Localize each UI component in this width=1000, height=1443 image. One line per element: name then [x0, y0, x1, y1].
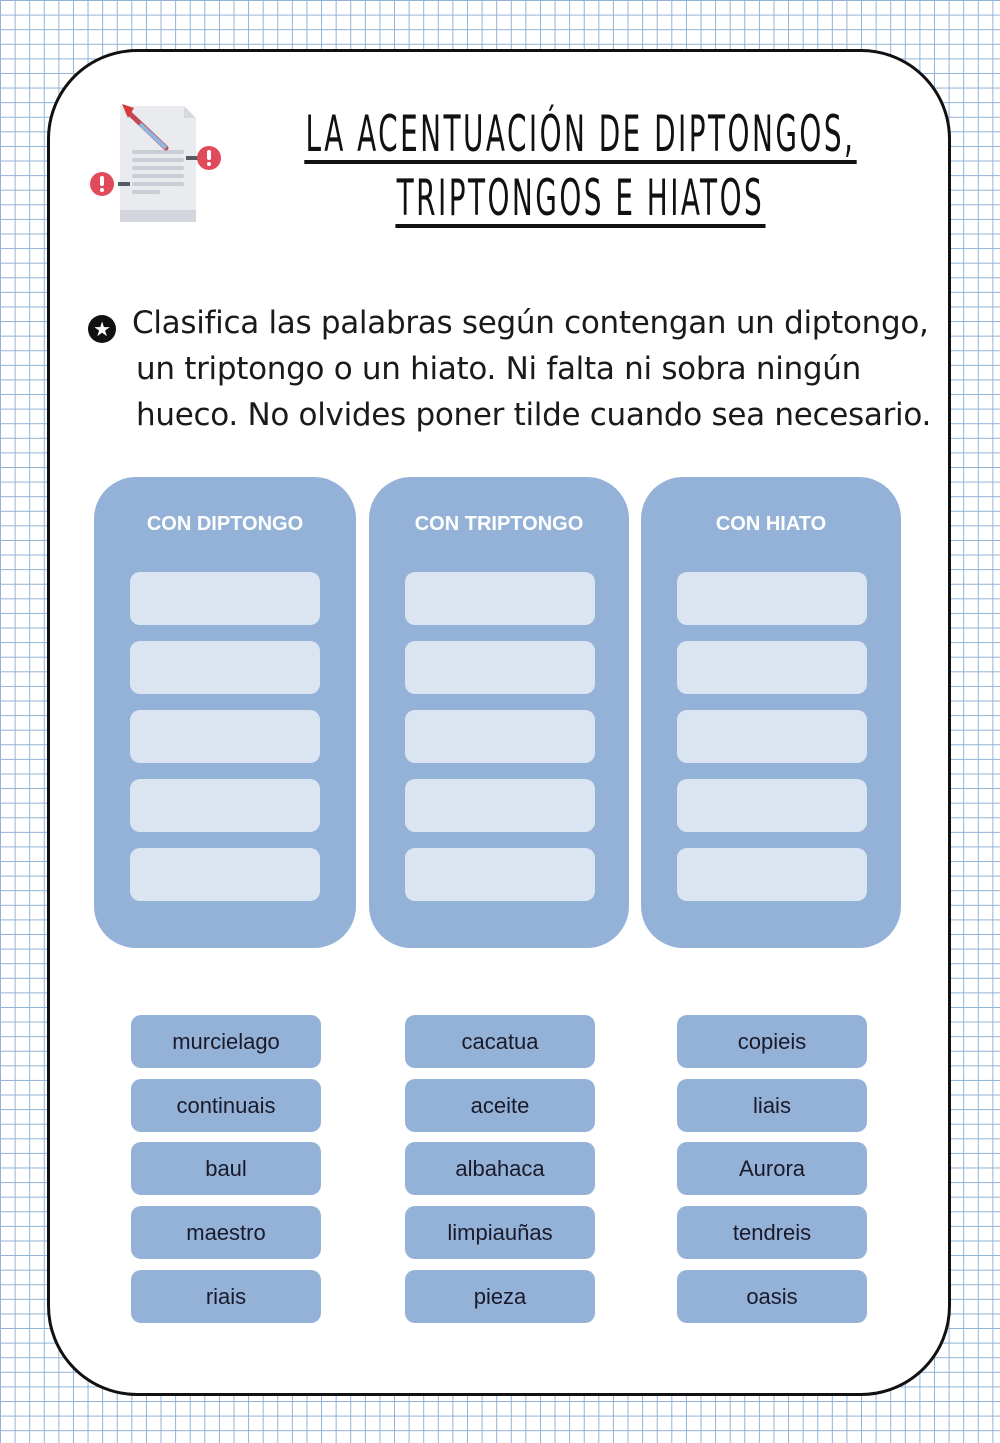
drop-slot[interactable] — [130, 572, 320, 625]
column-header: CON DIPTONGO — [146, 513, 304, 535]
instructions-line-1: Clasifica las palabras según contengan un diptongo, — [132, 305, 929, 341]
drop-slot[interactable] — [405, 848, 595, 901]
column-diptongo — [94, 477, 356, 948]
drop-slot[interactable] — [405, 572, 595, 625]
document-alert-icon — [88, 98, 228, 226]
draggable-word[interactable]: cacatua — [405, 1015, 595, 1068]
page-title — [230, 105, 930, 228]
drop-slot[interactable] — [130, 848, 320, 901]
draggable-word[interactable]: murcielago — [131, 1015, 321, 1068]
draggable-word[interactable]: baul — [131, 1142, 321, 1195]
instructions-line-2: un triptongo o un hiato. Ni falta ni sobra ningún — [136, 351, 861, 387]
draggable-word[interactable]: maestro — [131, 1206, 321, 1259]
draggable-word[interactable]: liais — [677, 1079, 867, 1132]
draggable-word[interactable]: continuais — [131, 1079, 321, 1132]
drop-slot[interactable] — [130, 641, 320, 694]
title-line-1: LA ACENTUACIÓN DE DIPTONGOS, — [305, 105, 855, 163]
drop-slot[interactable] — [677, 641, 867, 694]
draggable-word[interactable]: pieza — [405, 1270, 595, 1323]
drop-slot[interactable] — [405, 641, 595, 694]
star-circle-icon: ★ — [88, 315, 116, 343]
drop-slot[interactable] — [405, 779, 595, 832]
column-header: CON HIATO — [715, 513, 827, 535]
title-line-2: TRIPTONGOS E HIATOS — [396, 169, 764, 227]
column-triptongo — [369, 477, 629, 948]
drop-slot[interactable] — [677, 710, 867, 763]
instructions-line-3: hueco. No olvides poner tilde cuando sea necesario. — [136, 397, 932, 433]
drop-slot[interactable] — [405, 710, 595, 763]
draggable-word[interactable]: copieis — [677, 1015, 867, 1068]
draggable-word[interactable]: oasis — [677, 1270, 867, 1323]
drop-slot[interactable] — [677, 572, 867, 625]
column-header: CON TRIPTONGO — [414, 513, 584, 535]
column-hiato — [641, 477, 901, 948]
draggable-word[interactable]: albahaca — [405, 1142, 595, 1195]
drop-slot[interactable] — [130, 779, 320, 832]
draggable-word[interactable]: riais — [131, 1270, 321, 1323]
drop-slot[interactable] — [677, 779, 867, 832]
draggable-word[interactable]: Aurora — [677, 1142, 867, 1195]
instructions — [88, 300, 938, 438]
drop-slot[interactable] — [677, 848, 867, 901]
draggable-word[interactable]: tendreis — [677, 1206, 867, 1259]
drop-slot[interactable] — [130, 710, 320, 763]
draggable-word[interactable]: aceite — [405, 1079, 595, 1132]
draggable-word[interactable]: limpiauñas — [405, 1206, 595, 1259]
